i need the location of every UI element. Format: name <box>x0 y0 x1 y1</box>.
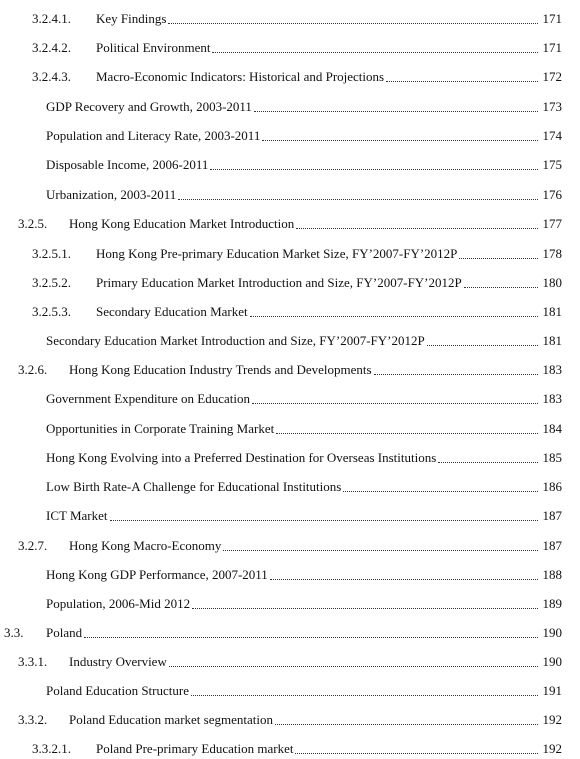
entry-page: 189 <box>542 596 562 611</box>
entry-page: 171 <box>542 11 562 26</box>
entry-title: Poland <box>46 625 83 640</box>
entry-title: Industry Overview <box>69 654 167 669</box>
entry-number: 3.3.2. <box>18 712 48 727</box>
entry-page: 172 <box>542 69 562 84</box>
toc-entry[interactable] <box>0 245 580 263</box>
entry-page: 171 <box>542 40 562 55</box>
dot-leader <box>295 752 538 754</box>
entry-number: 3.2.5.2. <box>32 275 71 290</box>
dot-leader <box>275 723 538 725</box>
toc-entry[interactable] <box>0 98 580 116</box>
dot-leader <box>438 461 538 463</box>
toc-entry[interactable] <box>0 682 580 700</box>
entry-number: 3.2.4.2. <box>32 40 71 55</box>
toc-entry[interactable] <box>0 303 580 321</box>
toc-entry[interactable] <box>0 595 580 613</box>
entry-number: 3.2.5.3. <box>32 304 71 319</box>
entry-page: 192 <box>542 741 562 756</box>
toc-entry[interactable] <box>0 39 580 57</box>
entry-title: Disposable Income, 2006-2011 <box>46 157 209 172</box>
entry-title: Population, 2006-Mid 2012 <box>46 596 191 611</box>
dot-leader <box>343 490 538 492</box>
dot-leader <box>250 315 538 317</box>
dot-leader <box>169 665 538 667</box>
entry-page: 177 <box>542 216 562 231</box>
dot-leader <box>270 578 538 580</box>
entry-page: 183 <box>542 391 562 406</box>
dot-leader <box>276 432 538 434</box>
entry-title: Secondary Education Market <box>96 304 248 319</box>
dot-leader <box>168 22 538 24</box>
dot-leader <box>427 344 538 346</box>
entry-page: 190 <box>542 654 562 669</box>
dot-leader <box>262 139 538 141</box>
entry-number: 3.2.5.1. <box>32 246 71 261</box>
toc-entry[interactable] <box>0 215 580 233</box>
toc-entry[interactable] <box>0 10 580 28</box>
dot-leader <box>178 198 538 200</box>
toc-entry[interactable] <box>0 127 580 145</box>
toc-entry[interactable] <box>0 653 580 671</box>
entry-page: 178 <box>542 246 562 261</box>
dot-leader <box>223 549 538 551</box>
entry-page: 175 <box>542 157 562 172</box>
entry-page: 191 <box>542 683 562 698</box>
dot-leader <box>210 168 538 170</box>
entry-title: Population and Literacy Rate, 2003-2011 <box>46 128 261 143</box>
entry-page: 173 <box>542 99 562 114</box>
entry-page: 186 <box>542 479 562 494</box>
toc-entry[interactable] <box>0 537 580 555</box>
entry-title: Macro-Economic Indicators: Historical and Projections <box>96 69 385 84</box>
entry-title: GDP Recovery and Growth, 2003-2011 <box>46 99 252 114</box>
toc-entry[interactable] <box>0 186 580 204</box>
entry-title: Hong Kong Evolving into a Preferred Destination for Overseas Institutions <box>46 450 437 465</box>
entry-number: 3.2.4.3. <box>32 69 71 84</box>
dot-leader <box>110 519 539 521</box>
entry-title: Secondary Education Market Introduction and Size, FY’2007-FY’2012P <box>46 333 425 348</box>
entry-title: Poland Pre-primary Education market <box>96 741 294 756</box>
toc-entry[interactable] <box>0 420 580 438</box>
toc-entry[interactable] <box>0 274 580 292</box>
entry-title: Poland Education Structure <box>46 683 189 698</box>
entry-title: Hong Kong Education Market Introduction <box>69 216 295 231</box>
entry-number: 3.2.6. <box>18 362 48 377</box>
toc-entry[interactable] <box>0 566 580 584</box>
dot-leader <box>191 694 538 696</box>
dot-leader <box>296 227 538 229</box>
entry-title: Primary Education Market Introduction and Size, FY’2007-FY’2012P <box>96 275 462 290</box>
entry-title: Hong Kong GDP Performance, 2007-2011 <box>46 567 268 582</box>
dot-leader <box>459 257 538 259</box>
entry-title: Key Findings <box>96 11 167 26</box>
dot-leader <box>386 80 538 82</box>
entry-title: Low Birth Rate-A Challenge for Educational Institutions <box>46 479 342 494</box>
entry-page: 176 <box>542 187 562 202</box>
toc-entry[interactable] <box>0 68 580 86</box>
entry-page: 181 <box>542 304 562 319</box>
toc-entry[interactable] <box>0 390 580 408</box>
entry-number: 3.3.1. <box>18 654 48 669</box>
dot-leader <box>212 51 538 53</box>
entry-title: Hong Kong Macro-Economy <box>69 538 222 553</box>
entry-page: 181 <box>542 333 562 348</box>
dot-leader <box>252 402 538 404</box>
toc-entry[interactable] <box>0 624 580 642</box>
toc-entry[interactable] <box>0 507 580 525</box>
entry-title: Opportunities in Corporate Training Market <box>46 421 275 436</box>
entry-title: Poland Education market segmentation <box>69 712 273 727</box>
toc-entry[interactable] <box>0 478 580 496</box>
entry-page: 183 <box>542 362 562 377</box>
entry-title: Hong Kong Education Industry Trends and Developments <box>69 362 372 377</box>
toc-entry[interactable] <box>0 740 580 758</box>
entry-number: 3.3. <box>4 625 24 640</box>
dot-leader <box>374 373 538 375</box>
entry-page: 174 <box>542 128 562 143</box>
entry-page: 192 <box>542 712 562 727</box>
dot-leader <box>192 607 538 609</box>
toc-entry[interactable] <box>0 711 580 729</box>
entry-page: 187 <box>542 538 562 553</box>
entry-page: 188 <box>542 567 562 582</box>
entry-page: 185 <box>542 450 562 465</box>
entry-page: 187 <box>542 508 562 523</box>
entry-page: 190 <box>542 625 562 640</box>
entry-title: ICT Market <box>46 508 108 523</box>
toc-entry[interactable] <box>0 156 580 174</box>
dot-leader <box>84 636 538 638</box>
entry-number: 3.3.2.1. <box>32 741 71 756</box>
toc-entry[interactable] <box>0 361 580 379</box>
entry-number: 3.2.4.1. <box>32 11 71 26</box>
entry-title: Political Environment <box>96 40 211 55</box>
toc-entry[interactable] <box>0 449 580 467</box>
entry-page: 184 <box>542 421 562 436</box>
dot-leader <box>464 286 538 288</box>
dot-leader <box>254 110 538 112</box>
entry-title: Government Expenditure on Education <box>46 391 250 406</box>
toc-entry[interactable] <box>0 332 580 350</box>
entry-number: 3.2.5. <box>18 216 48 231</box>
entry-title: Hong Kong Pre-primary Education Market Size, FY’2007-FY’2012P <box>96 246 458 261</box>
entry-title: Urbanization, 2003-2011 <box>46 187 177 202</box>
entry-page: 180 <box>542 275 562 290</box>
entry-number: 3.2.7. <box>18 538 48 553</box>
